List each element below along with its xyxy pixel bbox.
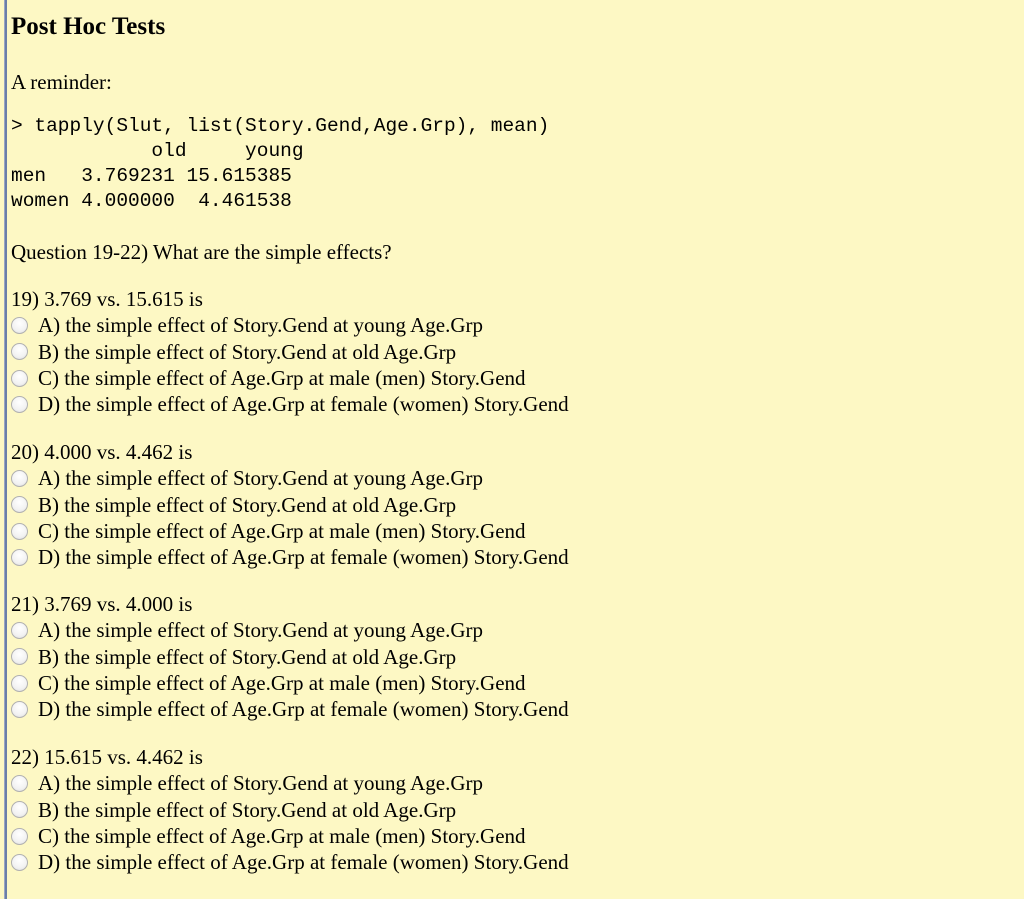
question-prompt: 20) 4.000 vs. 4.462 is: [11, 440, 193, 464]
question-prompt: 21) 3.769 vs. 4.000 is: [11, 592, 193, 616]
option-label: A) the simple effect of Story.Gend at young Age.Grp: [38, 771, 483, 796]
code-line: old young: [11, 140, 304, 162]
option-c[interactable]: [11, 365, 569, 391]
question-19: [11, 286, 569, 417]
option-a[interactable]: [11, 312, 569, 338]
option-label: C) the simple effect of Age.Grp at male (men) Story.Gend: [38, 670, 526, 695]
code-line: > tapply(Slut, list(Story.Gend,Age.Grp), mean): [11, 115, 550, 137]
radio-button-icon[interactable]: [11, 648, 28, 665]
option-a[interactable]: [11, 770, 569, 796]
option-label: C) the simple effect of Age.Grp at male (men) Story.Gend: [38, 518, 526, 543]
radio-button-icon[interactable]: [11, 496, 28, 513]
radio-button-icon[interactable]: [11, 854, 28, 871]
option-c[interactable]: [11, 670, 569, 696]
option-label: A) the simple effect of Story.Gend at young Age.Grp: [38, 466, 483, 491]
option-label: D) the simple effect of Age.Grp at female (women) Story.Gend: [38, 850, 569, 875]
option-b[interactable]: [11, 644, 569, 670]
question-prompt: 19) 3.769 vs. 15.615 is: [11, 287, 203, 311]
radio-button-icon[interactable]: [11, 675, 28, 692]
radio-button-icon[interactable]: [11, 622, 28, 639]
radio-button-icon[interactable]: [11, 470, 28, 487]
option-label: A) the simple effect of Story.Gend at young Age.Grp: [38, 313, 483, 338]
radio-button-icon[interactable]: [11, 549, 28, 566]
option-c[interactable]: [11, 823, 569, 849]
option-label: A) the simple effect of Story.Gend at young Age.Grp: [38, 618, 483, 643]
option-label: B) the simple effect of Story.Gend at old Age.Grp: [38, 644, 457, 669]
radio-button-icon[interactable]: [11, 396, 28, 413]
option-label: B) the simple effect of Story.Gend at old Age.Grp: [38, 797, 457, 822]
option-d[interactable]: [11, 544, 569, 570]
radio-button-icon[interactable]: [11, 801, 28, 818]
option-label: D) the simple effect of Age.Grp at female (women) Story.Gend: [38, 392, 569, 417]
option-label: D) the simple effect of Age.Grp at female (women) Story.Gend: [38, 697, 569, 722]
radio-button-icon[interactable]: [11, 343, 28, 360]
reminder-text: A reminder:: [11, 70, 112, 94]
option-b[interactable]: [11, 339, 569, 365]
question-22: [11, 744, 569, 875]
option-label: C) the simple effect of Age.Grp at male (men) Story.Gend: [38, 823, 526, 848]
code-line: women 4.000000 4.461538: [11, 190, 292, 212]
radio-button-icon[interactable]: [11, 370, 28, 387]
option-b[interactable]: [11, 492, 569, 518]
radio-button-icon[interactable]: [11, 523, 28, 540]
question-intro: Question 19-22) What are the simple effects?: [11, 240, 392, 264]
question-prompt: 22) 15.615 vs. 4.462 is: [11, 745, 203, 769]
option-a[interactable]: [11, 617, 569, 643]
option-b[interactable]: [11, 797, 569, 823]
question-20: [11, 439, 569, 570]
option-c[interactable]: [11, 518, 569, 544]
option-label: B) the simple effect of Story.Gend at old Age.Grp: [38, 339, 457, 364]
option-label: B) the simple effect of Story.Gend at old Age.Grp: [38, 492, 457, 517]
r-output-block: [11, 114, 549, 214]
radio-button-icon[interactable]: [11, 775, 28, 792]
option-d[interactable]: [11, 849, 569, 875]
option-a[interactable]: [11, 465, 569, 491]
radio-button-icon[interactable]: [11, 828, 28, 845]
option-d[interactable]: [11, 391, 569, 417]
radio-button-icon[interactable]: [11, 317, 28, 334]
code-line: men 3.769231 15.615385: [11, 165, 292, 187]
option-label: D) the simple effect of Age.Grp at female (women) Story.Gend: [38, 545, 569, 570]
option-d[interactable]: [11, 696, 569, 722]
radio-button-icon[interactable]: [11, 701, 28, 718]
option-label: C) the simple effect of Age.Grp at male (men) Story.Gend: [38, 365, 526, 390]
page-title: Post Hoc Tests: [11, 13, 166, 40]
question-21: [11, 591, 569, 722]
